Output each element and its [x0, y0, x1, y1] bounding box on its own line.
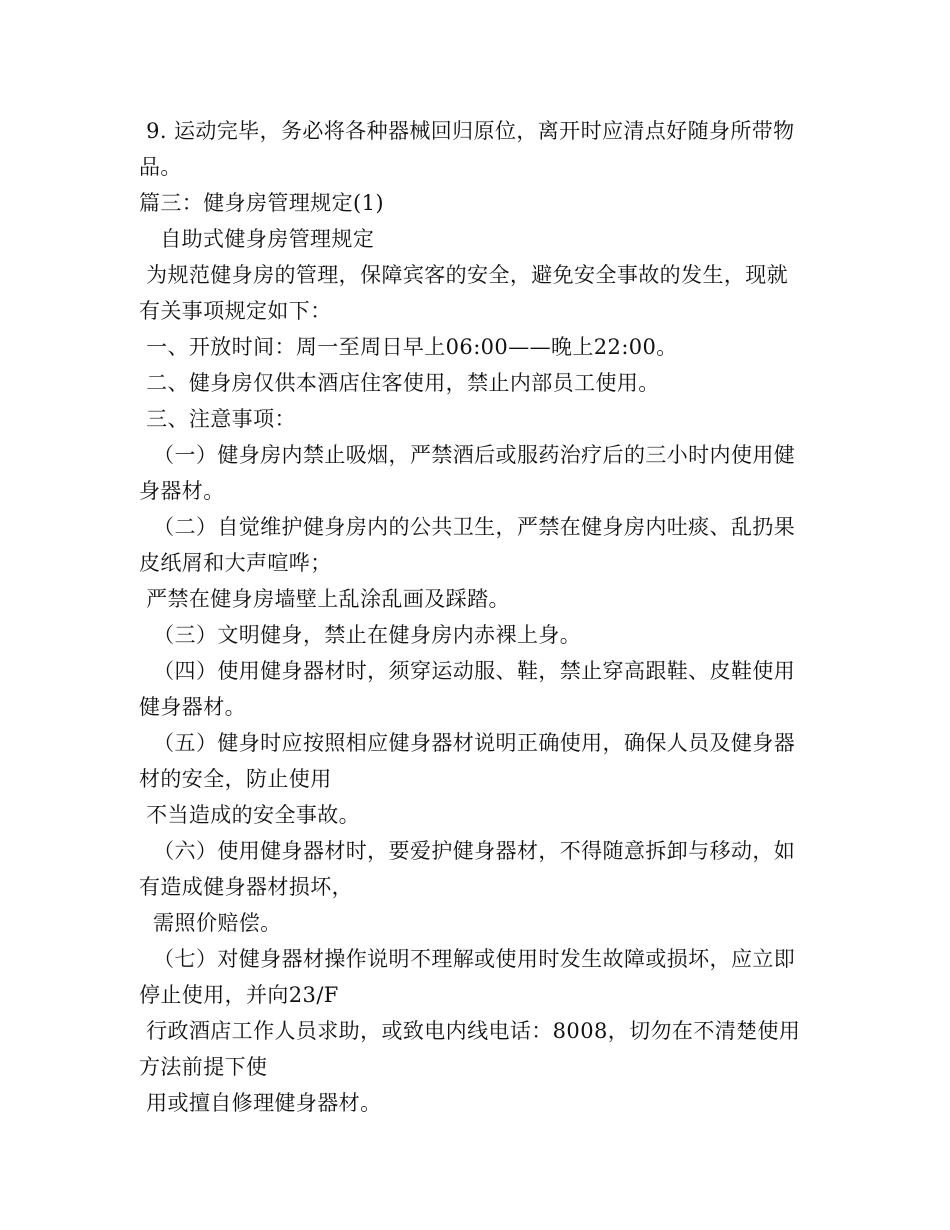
text-line-15: （三）文明健身，禁止在健身房内赤裸上身。: [139, 623, 582, 647]
text-line-20: 不当造成的安全事故。: [139, 803, 361, 827]
text-line-6: 有关事项规定如下：: [139, 299, 332, 323]
section-heading: 篇三：健身房管理规定(1): [139, 191, 384, 215]
document-title: 自助式健身房管理规定: [139, 227, 375, 251]
text-line-19: 材的安全，防止使用: [139, 767, 332, 791]
text-line-21: （六）使用健身器材时，要爱护健身器材，不得随意拆卸与移动，如: [139, 839, 796, 863]
text-line-23: 需照价赔偿。: [139, 911, 282, 935]
text-line-12: （二）自觉维护健身房内的公共卫生，严禁在健身房内吐痰、乱扔果: [139, 515, 796, 539]
text-line-10: （一）健身房内禁止吸烟，严禁酒后或服药治疗后的三小时内使用健: [139, 443, 796, 467]
document-body: [139, 113, 815, 1121]
text-line-25: 停止使用，并向23/F: [139, 983, 339, 1007]
text-line-14: 严禁在健身房墙壁上乱涂乱画及踩踏。: [139, 587, 510, 611]
text-line-2: 品。: [139, 155, 182, 179]
text-line-16: （四）使用健身器材时，须穿运动服、鞋，禁止穿高跟鞋、皮鞋使用: [139, 659, 796, 683]
text-line-28: 用或擅自修理健身器材。: [139, 1091, 382, 1115]
text-line-1: 9. 运动完毕，务必将各种器械回归原位，离开时应清点好随身所带物: [139, 119, 795, 143]
text-line-24: （七）对健身器材操作说明不理解或使用时发生故障或损坏，应立即: [139, 947, 796, 971]
text-line-26: 行政酒店工作人员求助，或致电内线电话：8008，切勿在不清楚使用: [139, 1019, 801, 1043]
text-line-11: 身器材。: [139, 479, 225, 503]
text-line-17: 健身器材。: [139, 695, 246, 719]
text-line-18: （五）健身时应按照相应健身器材说明正确使用，确保人员及健身器: [139, 731, 796, 755]
text-line-9: 三、注意事项：: [139, 407, 296, 431]
text-line-7: 一、开放时间：周一至周日早上06:00——晚上22:00。: [139, 335, 678, 359]
text-line-27: 方法前提下使: [139, 1055, 268, 1079]
text-line-13: 皮纸屑和大声喧哗；: [139, 551, 332, 575]
text-line-8: 二、健身房仅供本酒店住客使用，禁止内部员工使用。: [139, 371, 660, 395]
text-line-5: 为规范健身房的管理，保障宾客的安全，避免安全事故的发生，现就: [139, 263, 789, 287]
text-line-22: 有造成健身器材损坏，: [139, 875, 353, 899]
